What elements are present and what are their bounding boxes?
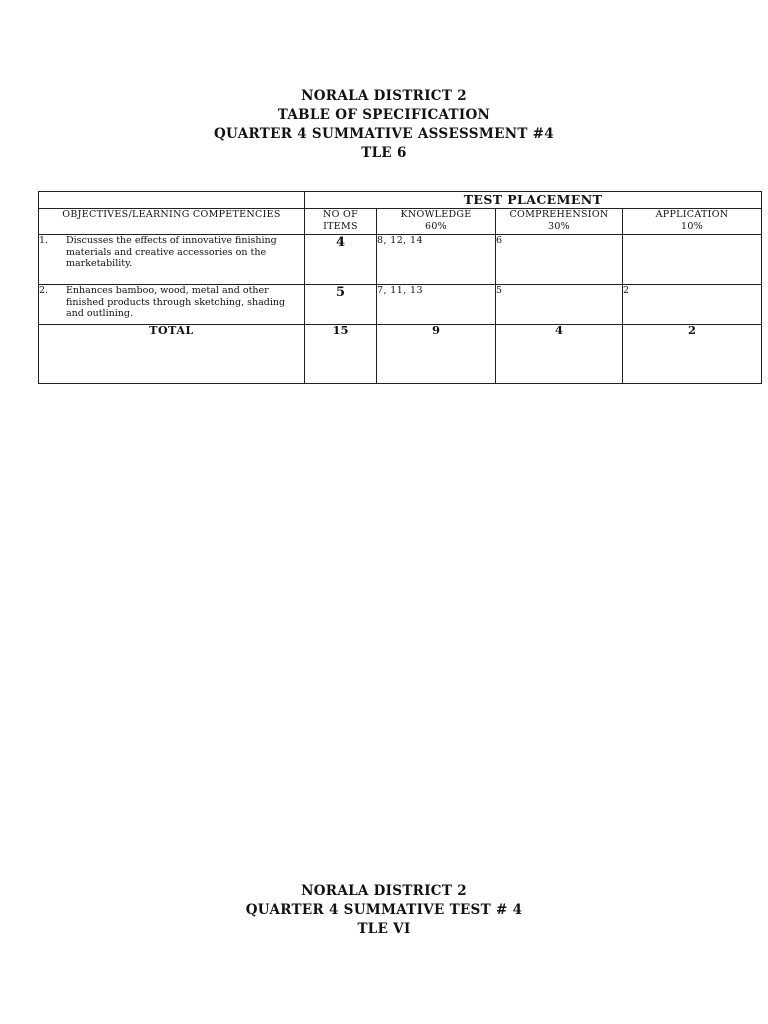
assessment-title: QUARTER 4 SUMMATIVE ASSESSMENT #4 xyxy=(214,126,554,142)
total-items: 15 xyxy=(305,325,377,384)
objective-number: 1. xyxy=(39,235,49,246)
objective-cell xyxy=(39,285,305,325)
test-header xyxy=(0,882,768,939)
knowledge-header-line1: KNOWLEDGE xyxy=(400,209,472,220)
total-label: TOTAL xyxy=(39,325,305,384)
application-header-line2: 10% xyxy=(681,220,704,232)
items-header-line1: NO OF xyxy=(322,209,358,220)
subject-title: TLE 6 xyxy=(361,145,407,161)
document-header xyxy=(0,87,768,163)
comprehension-items: 6 xyxy=(496,235,623,285)
items-count: 5 xyxy=(305,285,377,325)
comprehension-header-line1: COMPREHENSION xyxy=(509,209,609,220)
knowledge-items: 7, 11, 13 xyxy=(377,285,496,325)
objective-text: Enhances bamboo, wood, metal and other finished products through sketching, shading and outlining. xyxy=(66,285,286,319)
comprehension-items: 5 xyxy=(496,285,623,325)
column-header-row xyxy=(39,209,762,235)
table-header-row xyxy=(39,192,762,209)
objectives-header-label: OBJECTIVES/LEARNING COMPETENCIES xyxy=(62,209,281,220)
application-items xyxy=(623,235,762,285)
objective-text: Discusses the effects of innovative finishing materials and creative accessories on the marketability. xyxy=(66,235,277,269)
knowledge-column-header xyxy=(377,209,496,235)
subject-title: TLE VI xyxy=(357,921,411,937)
objectives-column-header xyxy=(39,209,305,235)
application-items: 2 xyxy=(623,285,762,325)
table-row xyxy=(39,235,762,285)
total-application: 2 xyxy=(623,325,762,384)
objective-cell xyxy=(39,235,305,285)
items-column-header xyxy=(305,209,377,235)
district-title: NORALA DISTRICT 2 xyxy=(301,883,467,899)
test-title: QUARTER 4 SUMMATIVE TEST # 4 xyxy=(245,902,523,918)
items-count: 4 xyxy=(305,235,377,285)
district-title: NORALA DISTRICT 2 xyxy=(301,88,467,104)
comprehension-column-header xyxy=(496,209,623,235)
items-header-line2: ITEMS xyxy=(323,220,358,232)
blank-header-cell xyxy=(39,192,305,209)
objective-number: 2. xyxy=(39,285,49,296)
test-placement-header: TEST PLACEMENT xyxy=(305,192,762,209)
application-header-line1: APPLICATION xyxy=(655,209,729,220)
knowledge-header-line2: 60% xyxy=(424,220,447,232)
total-comprehension: 4 xyxy=(496,325,623,384)
table-row xyxy=(39,285,762,325)
total-row xyxy=(39,325,762,384)
document-title: TABLE OF SPECIFICATION xyxy=(277,107,491,123)
specification-table xyxy=(38,191,762,384)
total-knowledge: 9 xyxy=(377,325,496,384)
comprehension-header-line2: 30% xyxy=(547,220,570,232)
knowledge-items: 8, 12, 14 xyxy=(377,235,496,285)
application-column-header xyxy=(623,209,762,235)
